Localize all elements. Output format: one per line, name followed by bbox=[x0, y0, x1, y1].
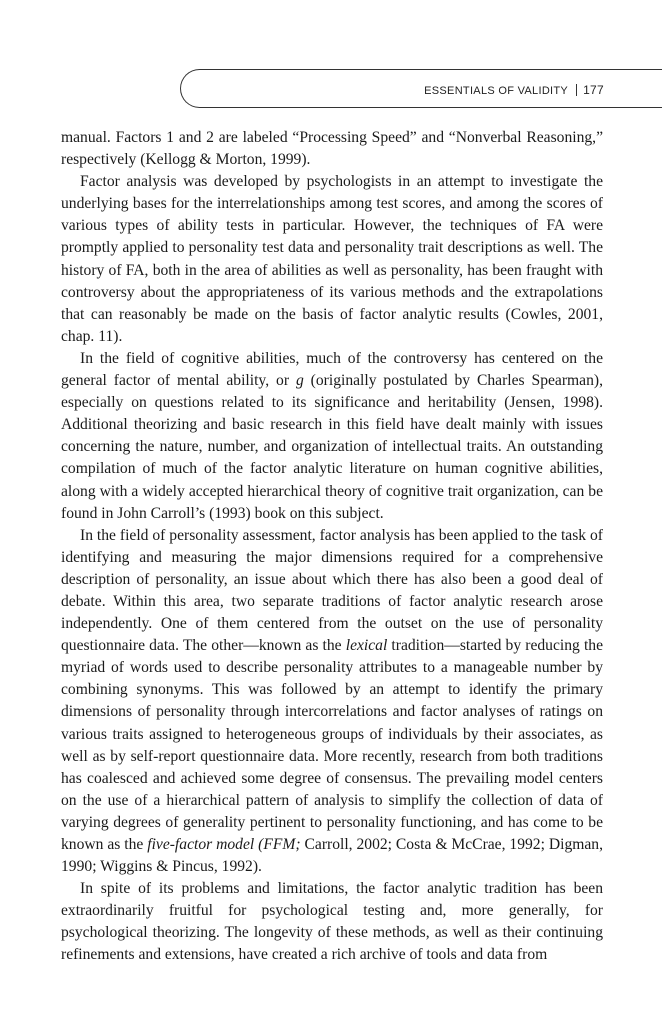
body-text bbox=[61, 127, 603, 967]
header-divider bbox=[576, 84, 577, 96]
p3-text-b: (originally postulated by Charles Spearman), especially on questions related to its significance and heritability (Jensen, 1998). Additional theorizing and basic research in this field have dealt mainly with issues concerning the nature, number, and organization of intellectual traits. An outstanding compilation of much of the factor analytic literature on human cognitive abilities, along with a widely accepted hierarchical theory of cognitive trait organization, can be found in John Carroll’s (1993) book on this subject. bbox=[61, 372, 603, 522]
g-factor-term: g bbox=[295, 372, 304, 390]
lexical-term: lexical bbox=[345, 637, 388, 655]
running-title: ESSENTIALS OF VALIDITY bbox=[424, 85, 569, 97]
five-factor-model-term: five-factor model bbox=[147, 836, 255, 853]
paragraph-5: In spite of its problems and limitations, the factor analytic tradition has been extraordinarily fruitful for psychological testing and, more generally, for psychological theorizing. The longevity of these methods, as well as their continuing refinements and extensions, have created a rich archive of tools and data from bbox=[61, 880, 603, 964]
paragraph-2: Factor analysis was developed by psychologists in an attempt to investigate the underlying bases for the interrelationships among test scores, and among the scores of various types of ability tests in particular. However, the techniques of FA were promptly applied to personality test data and personality trait descriptions as well. The history of FA, both in the area of abilities as well as personality, has been fraught with controversy about the appropriateness of its various methods and the extrapolations that can reasonably be made on the basis of factor analytic results (Cowles, 2001, chap. 11). bbox=[61, 173, 603, 345]
running-header bbox=[424, 83, 604, 97]
paragraph-1: manual. Factors 1 and 2 are labeled “Processing Speed” and “Nonverbal Reasoning,” respectively (Kellogg & Morton, 1999). bbox=[61, 129, 603, 169]
ffm-abbrev: (FFM; bbox=[258, 836, 301, 853]
page-number: 177 bbox=[583, 83, 604, 97]
paragraph-3 bbox=[61, 348, 603, 525]
p4-text-c: Carroll, 2002; Costa & McCrae, 1992; Digman, 1990; Wiggins & Pincus, 1992). bbox=[61, 836, 603, 876]
p4-text-a: In the field of personality assessment, factor analysis has been applied to the task of identifying and measuring the major dimensions required for a comprehensive description of personality, an issue about which there has also been a good deal of debate. Within this area, two separate traditions of factor analytic research arose independently. One of them centered from the outset on the use of personality questionnaire data. The other—known as the bbox=[61, 526, 603, 655]
p4-text-b: tradition—started by reducing the myriad of words used to describe personality attributes to a manageable number by combining synonyms. This was followed by an attempt to identify the primary dimensions of personality through intercorrelations and factor analyses of ratings on various traits assigned to heterogeneous groups of individuals by their associates, as well as by self-report questionnaire data. More recently, research from both traditions has coalesced and achieved some degree of consensus. The prevailing model centers on the use of a hierarchical pattern of analysis to simplify the collection of data of varying degrees of generality pertinent to personality functioning, and has come to be known as the bbox=[61, 637, 603, 853]
p3-text-a: In the field of cognitive abilities, much of the controversy has centered on the general factor of mental ability, or bbox=[61, 349, 603, 390]
paragraph-4 bbox=[61, 525, 603, 879]
